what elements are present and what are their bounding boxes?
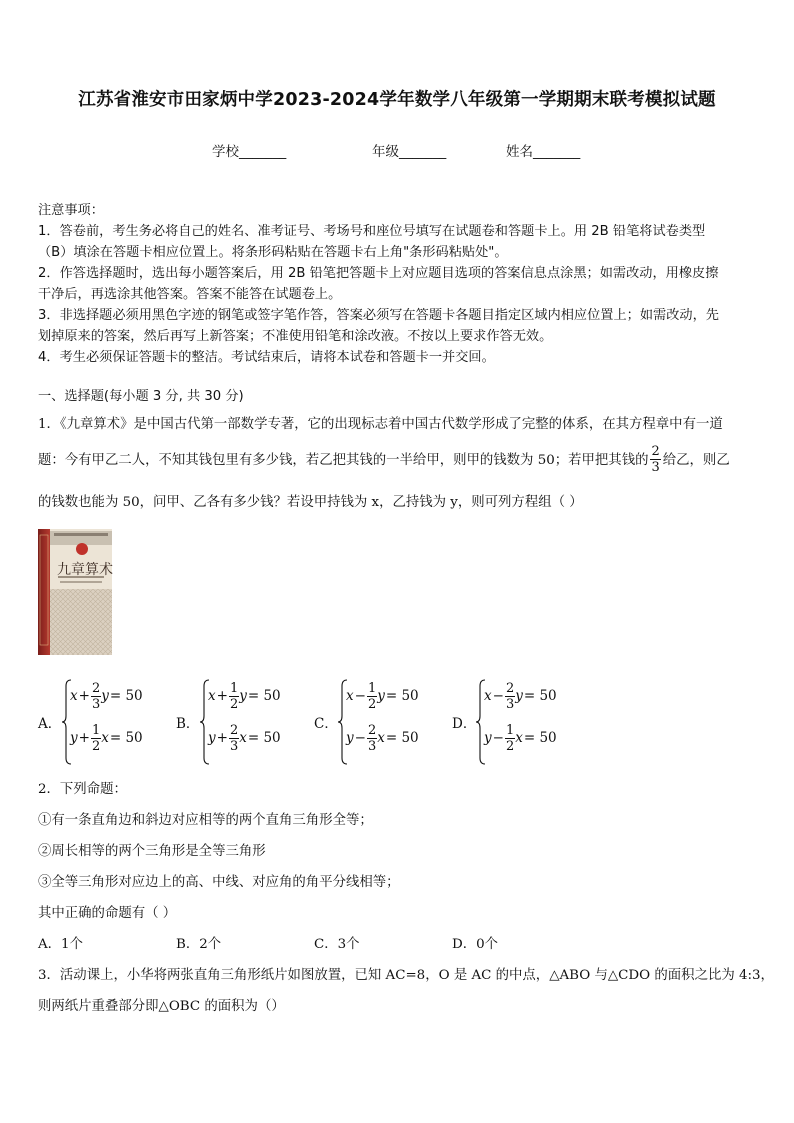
equation: y+ $\frac{1}{2}$ x= 50: [70, 723, 143, 754]
q3-text: 则两纸片重叠部分即△OBC 的面积为（）: [38, 999, 285, 1014]
q2-statement: ③全等三角形对应边上的高、中线、对应角的角平分线相等；: [38, 875, 400, 890]
fraction: $\frac{2}{3}$: [229, 723, 239, 754]
fraction: [650, 445, 660, 474]
equation: x− $\frac{1}{2}$ y= 50: [346, 681, 419, 712]
notice-line: （B）填涂在答题卡相应位置上。将条形码粘贴在答题卡右上角"条形码粘贴处"。: [38, 245, 508, 260]
q1-option-c: [314, 678, 449, 766]
q1-text: 给乙，则乙: [662, 453, 730, 468]
notice-line: 划掉原来的答案，然后再写上新答案；不准使用铅笔和涂改液。不按以上要求作答无效。: [38, 329, 553, 344]
q1-option-b: [176, 678, 311, 766]
option-label: A．: [38, 716, 62, 732]
q1-option-a: [38, 678, 173, 766]
q1-text: 1．《九章算术》是中国古代第一部数学专著，它的出现标志着中国古代数学形成了完整的体系，在其方程章中有一道: [38, 417, 723, 432]
q2-option-d: D．0个: [452, 937, 499, 952]
fraction: $\frac{2}{3}$: [505, 681, 515, 712]
q2-option-a: A．1个: [38, 937, 83, 952]
equation: y+ $\frac{2}{3}$ x= 50: [208, 723, 281, 754]
equation: x+ $\frac{1}{2}$ y= 50: [208, 681, 281, 712]
option-label: C．: [314, 716, 338, 732]
notice-line: 3．非选择题必须用黑色字迹的钢笔或签字笔作答，答案必须写在答题卡各题目指定区域内相应位置上；如需改动，先: [38, 308, 719, 323]
equation: y− $\frac{2}{3}$ x= 50: [346, 723, 419, 754]
book-cover-image: [38, 529, 112, 655]
notice-line: 干净后，再选涂其他答案。答案不能答在试题卷上。: [38, 287, 342, 302]
numerator: 2: [651, 444, 660, 459]
fraction: $\frac{1}{2}$: [367, 681, 377, 712]
school-field: 学校_______: [212, 144, 287, 160]
q3-text: 3．活动课上，小华将两张直角三角形纸片如图放置，已知 AC=8，O 是 AC 的中点，△ABO 与△CDO 的面积之比为 4:3，: [38, 968, 774, 983]
fraction: $\frac{1}{2}$: [229, 681, 239, 712]
section-heading: 一、选择题(每小题 3 分, 共 30 分): [38, 389, 244, 404]
grade-field: 年级_______: [372, 144, 447, 160]
notice-heading: 注意事项：: [38, 203, 104, 218]
q1-text-line2: [38, 446, 730, 475]
book-title: 九章算术: [57, 562, 113, 578]
name-field: 姓名_______: [506, 144, 581, 160]
fraction: $\frac{2}{3}$: [367, 723, 377, 754]
equation-system: [476, 678, 586, 766]
option-label: B．: [176, 716, 200, 732]
fraction: $\frac{1}{2}$: [91, 723, 101, 754]
fraction: $\frac{1}{2}$: [505, 723, 515, 754]
q2-statement: ②周长相等的两个三角形是全等三角形: [38, 844, 266, 859]
q2-stem: 2．下列命题：: [38, 782, 127, 797]
equation: x+ $\frac{2}{3}$ y= 50: [70, 681, 143, 712]
denominator: 3: [651, 460, 660, 475]
q2-option-c: C．3个: [314, 937, 360, 952]
q2-question: 其中正确的命题有（ ）: [38, 906, 177, 921]
equation-system: [200, 678, 310, 766]
page-title: 江苏省淮安市田家炳中学2023-2024学年数学八年级第一学期期末联考模拟试题: [78, 90, 716, 110]
equation-system: [62, 678, 172, 766]
q1-options: [38, 678, 758, 768]
q2-statement: ①有一条直角边和斜边对应相等的两个直角三角形全等；: [38, 813, 373, 828]
equation-system: [338, 678, 448, 766]
equation: x− $\frac{2}{3}$ y= 50: [484, 681, 557, 712]
notice-line: 2．作答选择题时，选出每小题答案后，用 2B 铅笔把答题卡上对应题目选项的答案信息点涂黑；如需改动，用橡皮擦: [38, 266, 719, 281]
equation: y− $\frac{1}{2}$ x= 50: [484, 723, 557, 754]
q2-option-b: B．2个: [176, 937, 222, 952]
option-label: D．: [452, 716, 477, 732]
q1-text: 题：今有甲乙二人，不知其钱包里有多少钱，若乙把其钱的一半给甲，则甲的钱数为 50；若甲把其钱的: [38, 453, 649, 468]
fraction: $\frac{2}{3}$: [91, 681, 101, 712]
notice-line: 4．考生必须保证答题卡的整洁。考试结束后，请将本试卷和答题卡一并交回。: [38, 350, 495, 365]
notice-line: 1．答卷前，考生务必将自己的姓名、准考证号、考场号和座位号填写在试题卷和答题卡上。用 2B 铅笔将试卷类型: [38, 224, 706, 239]
q1-text: 的钱数也能为 50，问甲、乙各有多少钱？若设甲持钱为 x，乙持钱为 y，则可列方程组（ ）: [38, 495, 583, 510]
q1-option-d: [452, 678, 587, 766]
